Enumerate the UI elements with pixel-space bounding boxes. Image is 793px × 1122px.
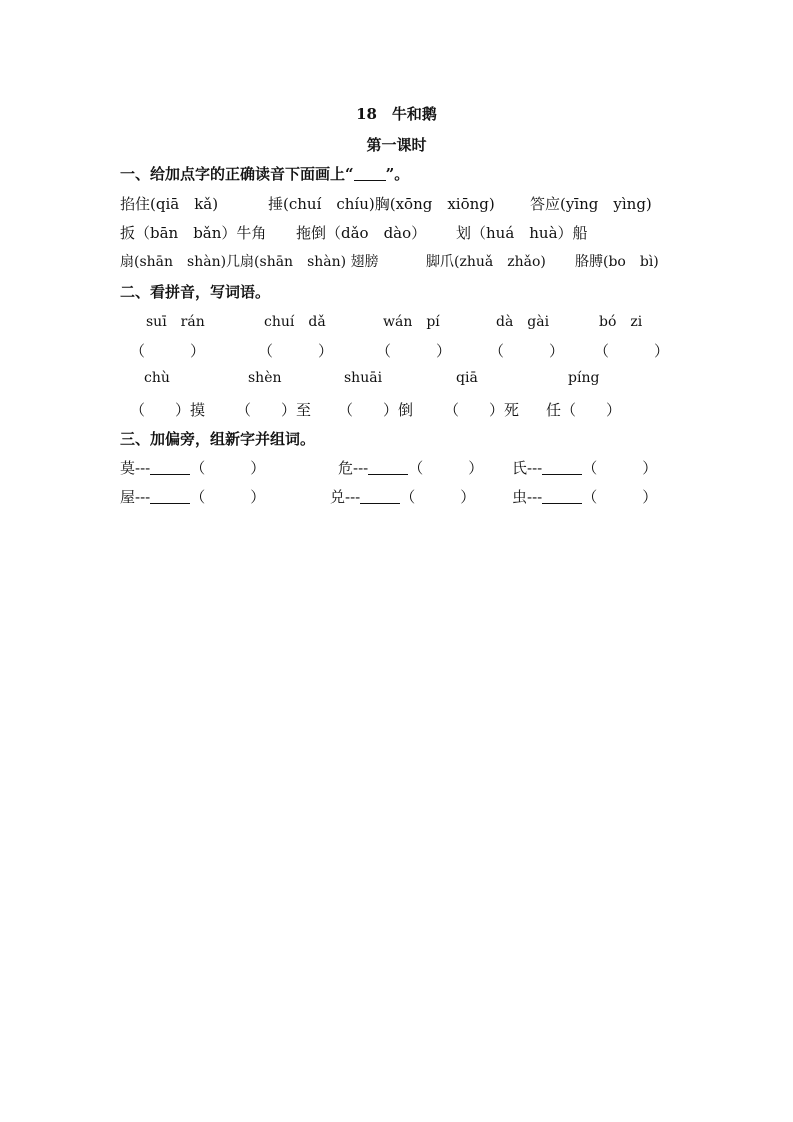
answer-blank[interactable]: （ ） [376,342,452,360]
pinyin-prompt: wán pí [383,314,440,330]
word-blank[interactable]: （ ） [400,488,476,506]
answer-underline[interactable] [368,460,408,475]
pronunciation-item: 扳（bān bǎn）牛角 [120,224,267,242]
radical-item [330,486,475,507]
answer-underline[interactable] [360,489,400,504]
pinyin-prompt: dà gài [496,314,550,330]
radical-item [120,457,265,478]
answer-blank[interactable]: （ ）倒 [338,401,414,419]
pronunciation-item: 扇(shān shàn)几扇(shān shàn) 翅膀 [120,254,379,270]
section2-heading: 二、看拼音，写词语。 [120,283,271,301]
pronunciation-item: 掐住(qiā kǎ) [120,195,219,213]
pronunciation-item: 捶(chuí chíu)胸(xōng xiōng) [268,195,495,213]
pinyin-prompt: suī rán [146,314,205,330]
radical-char: 莫--- [120,459,151,477]
word-blank[interactable]: （ ） [582,459,658,477]
radical-item [512,486,657,507]
answer-blank[interactable]: （ ）至 [236,401,312,419]
pinyin-prompt: chù [144,370,170,386]
answer-blank[interactable]: （ ）死 [444,401,520,419]
section1-heading-pre: 一、给加点字的正确读音下面画上“ [120,165,354,183]
lesson-title: 18 牛和鹅 [356,105,437,123]
word-blank[interactable]: （ ） [190,459,266,477]
radical-item [120,486,265,507]
word-blank[interactable]: （ ） [582,488,658,506]
answer-blank[interactable]: （ ）摸 [130,401,206,419]
pinyin-prompt: qiā [456,370,478,386]
pinyin-prompt: shèn [248,370,282,386]
radical-char: 虫--- [512,488,543,506]
section1-heading [120,163,409,184]
word-blank[interactable]: （ ） [408,459,484,477]
answer-blank[interactable]: （ ） [594,342,670,360]
radical-item [338,457,483,478]
radical-char: 氏--- [512,459,543,477]
sample-underline [354,166,386,181]
pinyin-prompt: píng [568,370,600,386]
pronunciation-item: 拖倒（dǎo dào） [296,224,427,242]
radical-char: 屋--- [120,488,151,506]
answer-underline[interactable] [150,460,190,475]
pinyin-prompt: chuí dǎ [264,314,326,330]
answer-blank[interactable]: （ ） [258,342,334,360]
pronunciation-item: 胳膊(bo bì) [575,254,659,270]
answer-underline[interactable] [542,460,582,475]
pronunciation-item: 划（huá huà）船 [456,224,588,242]
answer-blank[interactable]: （ ） [130,342,206,360]
lesson-subtitle: 第一课时 [366,136,427,154]
word-blank[interactable]: （ ） [190,488,266,506]
section3-heading: 三、加偏旁，组新字并组词。 [120,430,316,448]
pinyin-prompt: shuāi [344,370,383,386]
pronunciation-item: 脚爪(zhuǎ zhǎo) [426,254,546,270]
answer-blank[interactable]: 任（ ） [546,401,622,419]
radical-char: 兑--- [330,488,361,506]
answer-underline[interactable] [542,489,582,504]
pinyin-prompt: bó zi [599,314,643,330]
answer-underline[interactable] [150,489,190,504]
radical-char: 危--- [338,459,369,477]
answer-blank[interactable]: （ ） [489,342,565,360]
pronunciation-item: 答应(yīng yìng) [530,195,652,213]
section1-heading-post: ”。 [385,165,410,183]
radical-item [512,457,657,478]
